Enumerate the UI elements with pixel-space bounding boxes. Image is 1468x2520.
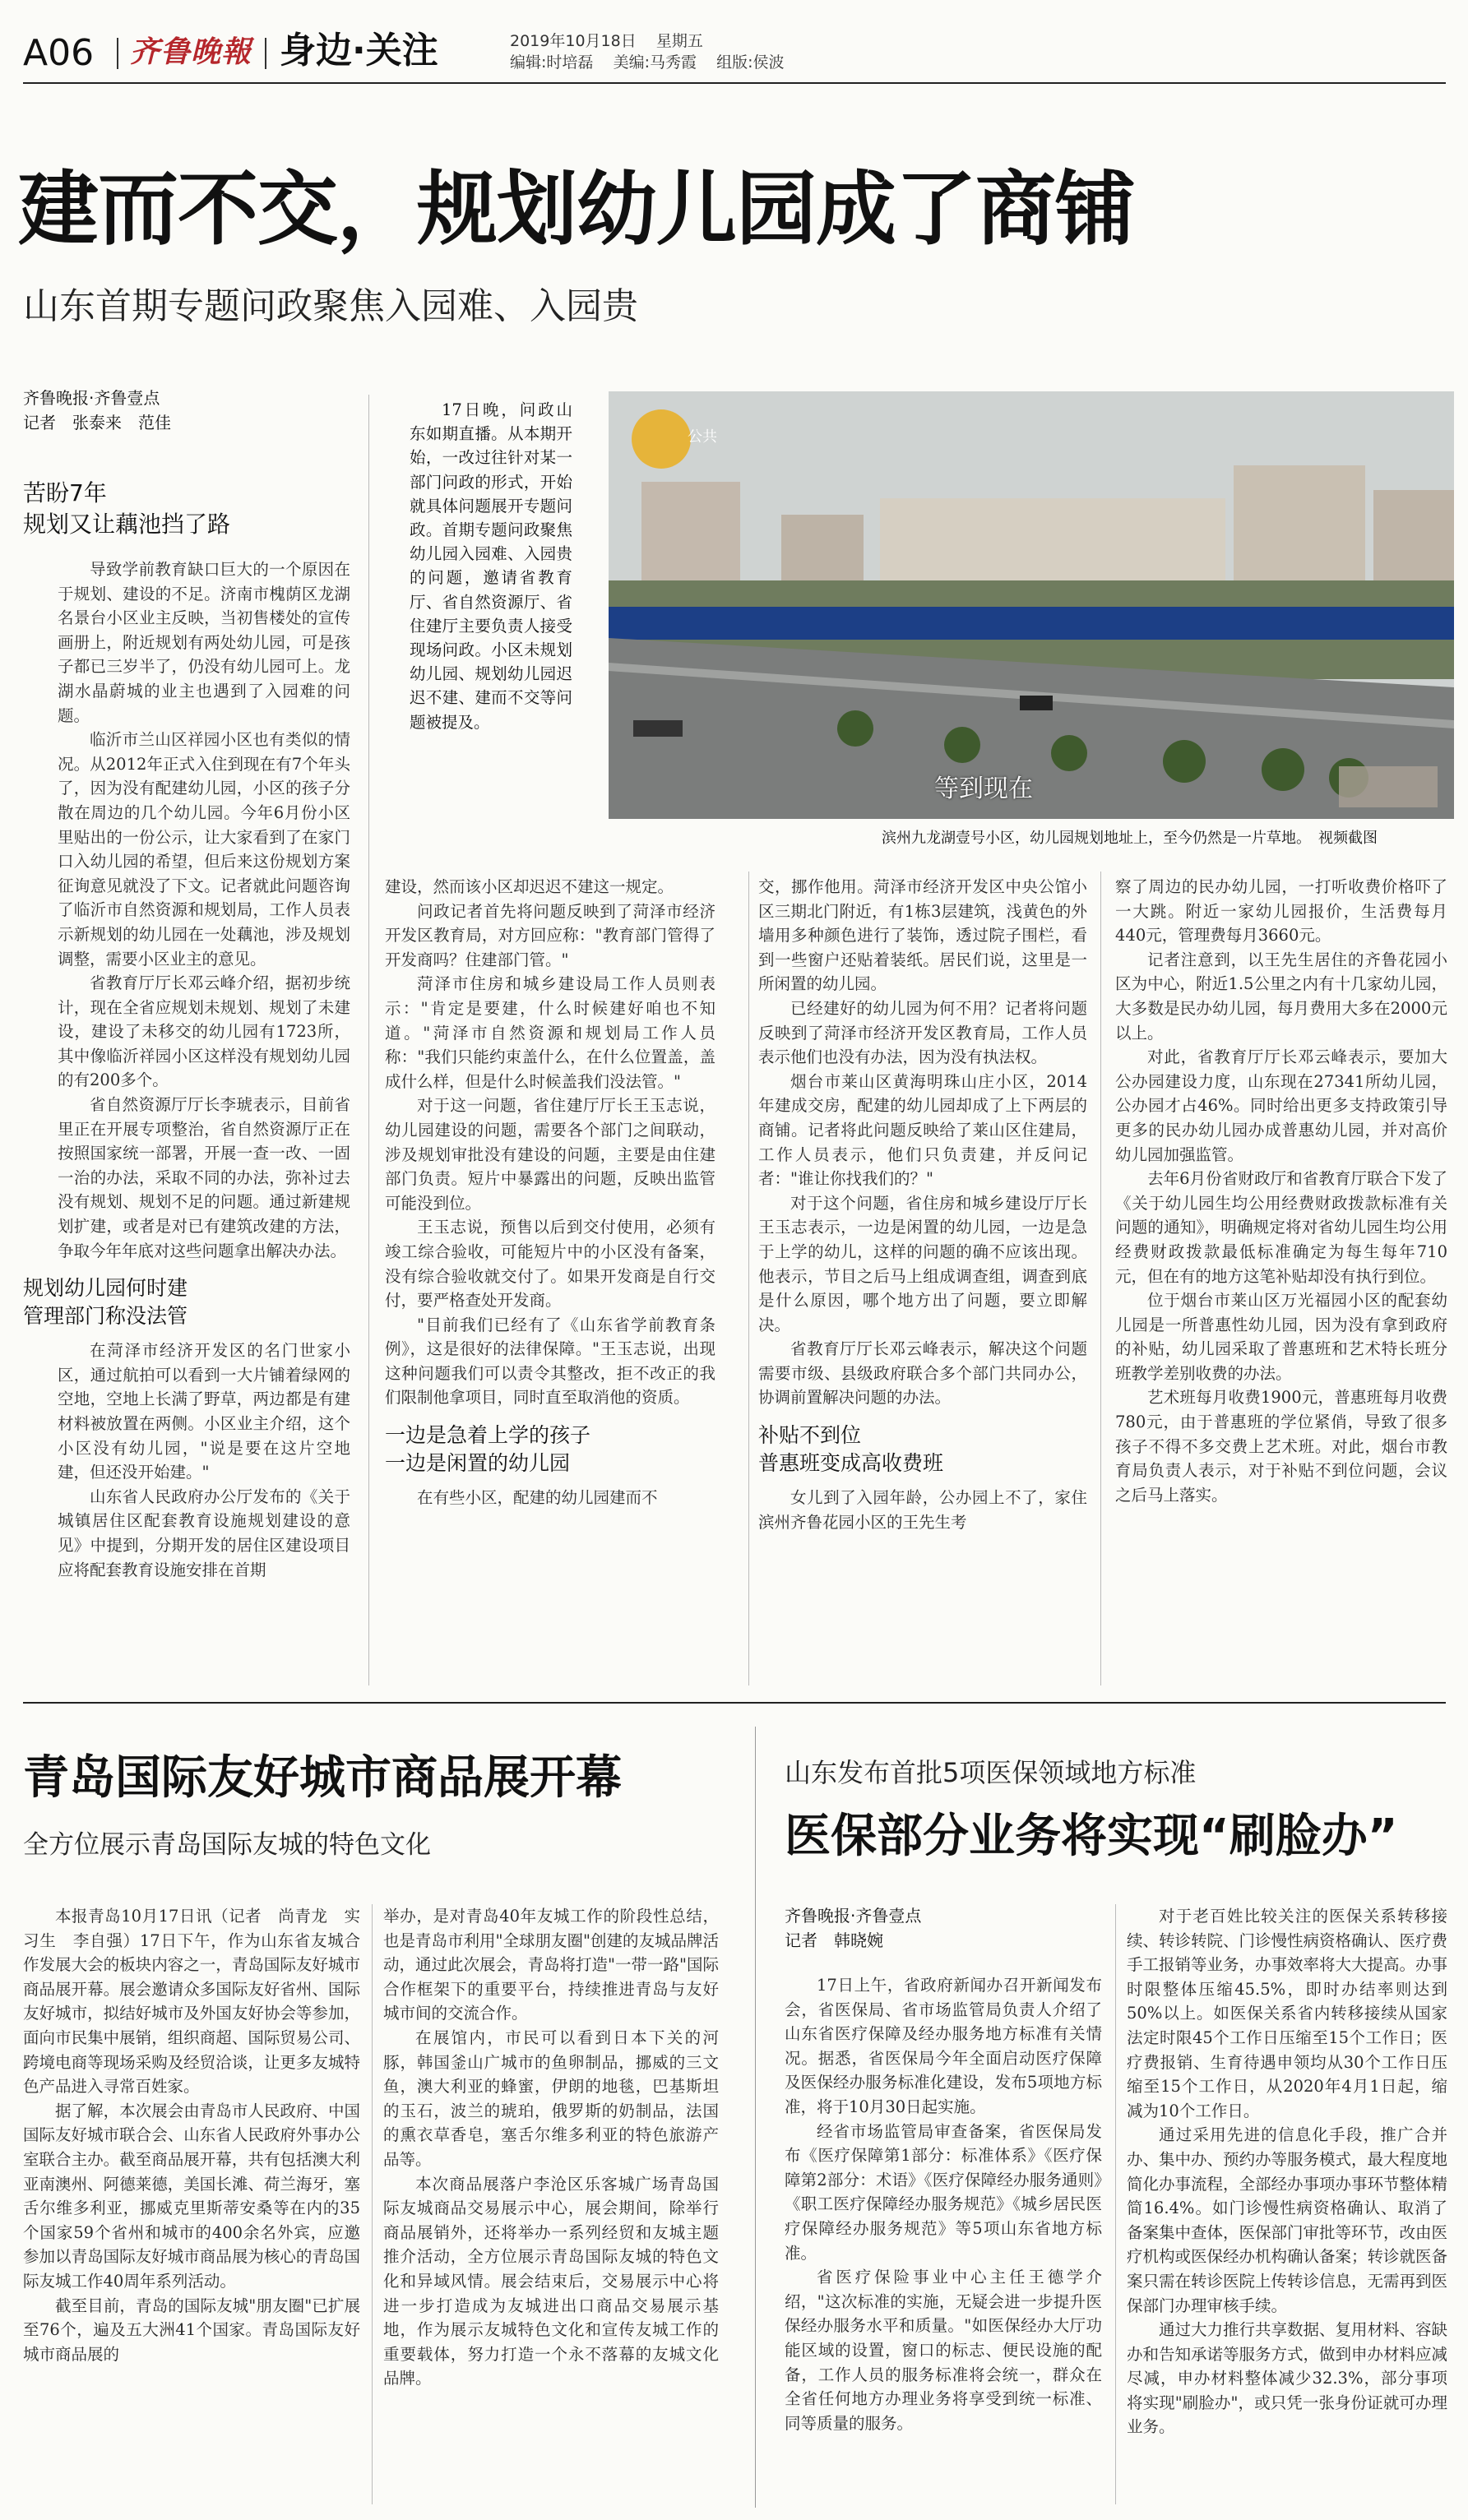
lead-column-4	[1115, 875, 1447, 1681]
paragraph: 省教育厅厅长邓云峰介绍，据初步统计，现在全省应规划未规划、规划了未建设，建设了未移交的幼儿园有1723所，其中像临沂祥园小区这样没有规划幼儿园的有200多个。	[58, 973, 350, 1090]
video-subtitle: 等到现在	[934, 774, 1033, 803]
paragraph: 对于老百姓比较关注的医保关系转移接续、转诊转院、门诊慢性病资格确认、医疗费手工报销等业务，办事效率将大大提高。办事时限整体压缩45.5%，即时办结率则达到50%以上。如医保关系省内转移接续从国家法定时限45个工作日压缩至15个工作日；医疗费报销、生育待遇申领均从30个工作日压缩至15个工作日，从2020年4月1日起，缩减为10个工作日。	[1127, 1907, 1448, 2120]
masthead-rule	[23, 82, 1446, 84]
section-title-3b: 一边是闲置的幼儿园	[385, 1451, 571, 1476]
paragraph: 本报青岛10月17日讯（记者 尚青龙 实习生 李自强）17日下午，作为山东省友城合作发展大会的板块内容之一，青岛国际友好城市商品展开幕。展会邀请众多国际友好省州、国际友好城市，拟结好城市及外国友好协会等参加，面向市民集中展销，组织商超、国际贸易公司、跨境电商等现场采购及经贸洽谈，让更多友城特色产品进入寻常百姓家。	[23, 1907, 360, 2097]
paragraph: 在展馆内，市民可以看到日本下关的河豚，韩国釜山广城市的鱼卵制品，挪威的三文鱼，澳大利亚的蜂蜜，伊朗的地毯，巴基斯坦的玉石，波兰的琥珀，俄罗斯的奶制品，法国的熏衣草香皂，塞舌尔维多利亚的特色旅游产品等。	[383, 2028, 719, 2169]
lead-column-1	[23, 557, 350, 1667]
editor-credit: 编辑:时培磊	[510, 53, 594, 72]
expo-headline: 青岛国际友好城市商品展开幕	[23, 1751, 622, 1805]
medical-column-2	[1127, 1904, 1447, 2508]
paragraph: 艺术班每月收费1900元，普惠班每月收费780元，由于普惠班的学位紧俏，导致了很多孩子不得不多交费上艺术班。对此，烟台市教育局负责人表示，对于补贴不到位问题，会议之后马上落实。	[1115, 1388, 1447, 1505]
paragraph: 经省市场监管局审查备案，省医保局发布《医疗保障第1部分：标准体系》《医疗保障第2部分：术语》《医疗保障经办服务通则》《职工医疗保障经办服务规范》《城乡居民医疗保障经办服务规范》等5项山东省地方标准。	[785, 2121, 1102, 2263]
paragraph: 山东省人民政府办公厅发布的《关于城镇居住区配套教育设施规划建设的意见》中提到，分期开发的居住区建设项目应将配套教育设施安排在首期	[58, 1487, 350, 1579]
section-title-3a: 一边是急着上学的孩子	[385, 1423, 591, 1448]
section-title-4b: 普惠班变成高收费班	[758, 1451, 944, 1476]
expo-column-1	[23, 1904, 360, 2508]
masthead-divider-1	[117, 38, 118, 69]
lead-headline: 建而不交，规划幼儿园成了商铺	[18, 163, 1136, 257]
paragraph: 通过采用先进的信息化手段，推广合并办、集中办、预约办等服务模式，最大程度地简化办事流程，全部经办事项办事环节整体精简16.4%。如门诊慢性病资格确认、取消了备案集中查体，医保部门审批等环节，改由医疗机构或医保经办机构确认备案；转诊就医备案只需在转诊医院上传转诊信息，无需再到医保部门办理审核手续。	[1127, 2125, 1448, 2315]
paragraph: 问政记者首先将问题反映到了菏泽市经济开发区教育局，对方回应称："教育部门管得了开发商吗？住建部门管。"	[385, 901, 715, 969]
paragraph: 交，挪作他用。菏泽市经济开发区中央公馆小区三期北门附近，有1栋3层建筑，浅黄色的外墙用多种颜色进行了装饰，透过院子围栏，看到一些窗户还贴着装纸。居民们说，这里是一所闲置的幼儿园。	[758, 877, 1087, 994]
photo-blur-patch	[1339, 766, 1438, 807]
section-title-4a: 补贴不到位	[758, 1423, 862, 1448]
paragraph: "目前我们已经有了《山东省学前教育条例》，这是很好的法律保障。"王玉志说，出现这种问题我们可以责令其整改，拒不改正的我们限制他拿项目，同时直至取消他的资质。	[385, 1315, 715, 1408]
weekday-text: 星期五	[655, 32, 703, 50]
section-title-2b: 管理部门称没法管	[23, 1304, 188, 1329]
lead-column-2	[385, 875, 715, 1681]
date-text: 2019年10月18日	[510, 32, 637, 50]
paragraph: 临沂市兰山区祥园小区也有类似的情况。从2012年正式入住到现在有7个年头了，因为没有配建幼儿园，小区的孩子分散在周边的几个幼儿园。今年6月份小区里贴出的一份公示，让大家看到了在家门口入幼儿园的希望，但后来这份规划方案征询意见就没了下文。记者就此问题咨询了临沂市自然资源和规划局，工作人员表示新规划的幼儿园在一处藕池，涉及规划调整，需要小区业主的意见。	[58, 730, 350, 969]
medical-headline: 医保部分业务将实现“刷脸办”	[785, 1810, 1398, 1863]
paragraph: 女儿到了入园年龄，公办园上不了，家住滨州齐鲁花园小区的王先生考	[758, 1488, 1087, 1532]
paper-logo: 齐鲁晚報	[130, 35, 252, 69]
expo-column-2	[383, 1904, 719, 2508]
paragraph: 省自然资源厅厅长李琥表示，目前省里正在开展专项整治，省自然资源厅正在按照国家统一部署，开展一查一改、一固一治的办法，采取不同的办法，弥补过去没有规划、规划不足的问题。通过新建规划扩建，或者是对已有建筑改建的方法，争取今年年底对这些问题拿出解决办法。	[58, 1095, 350, 1260]
paragraph: 在有些小区，配建的幼儿园建而不	[417, 1488, 658, 1508]
paragraph: 察了周边的民办幼儿园，一打听收费价格吓了一大跳。附近一家幼儿园报价，生活费每月440元，管理费每月3660元。	[1115, 877, 1447, 946]
medical-column-1	[785, 1973, 1102, 2508]
lead-photo-scene	[609, 391, 1454, 819]
art-editor-credit: 美编:马秀霞	[613, 53, 697, 72]
section-title-2a: 规划幼儿园何时建	[23, 1276, 188, 1301]
paragraph: 据了解，本次展会由青岛市人民政府、中国国际友好城市联合会、山东省人民政府外事办公室联合主办。截至商品展开幕，共有包括澳大利亚南澳州、阿德莱德，美国长滩、荷兰海牙，塞舌尔维多利亚，挪威克里斯蒂安桑等在内的35个国家59个省州和城市的400余名外宾，应邀参加以青岛国际友好城市商品展为核心的青岛国际友城工作40周年系列活动。	[23, 2101, 360, 2291]
paragraph: 举办，是对青岛40年友城工作的阶段性总结，也是青岛市利用"全球朋友圈"创建的友城品牌活动，通过此次展会，青岛将打造"一带一路"国际合作框架下的重要平台，持续推进青岛与友好城市间的交流合作。	[383, 1907, 719, 2023]
paragraph: 省医疗保险事业中心主任王德学介绍，"这次标准的实施，无疑会进一步提升医保经办服务水平和质量。"如医保经办大厅功能区域的设置，窗口的标志、便民设施的配备，工作人员的服务标准将会统一，群众在全省任何地方办理业务将享受到统一标准、同等质量的服务。	[785, 2268, 1102, 2433]
paragraph: 去年6月份省财政厅和省教育厅联合下发了《关于幼儿园生均公用经费财政拨款标准有关问题的通知》，明确规定将对省幼儿园生均公用经费财政拨款最低标准确定为每生每年710元，但在有的地方这笔补贴却没有执行到位。	[1115, 1169, 1447, 1286]
lead-subheadline: 山东首期专题问政聚焦入园难、入园贵	[23, 285, 638, 327]
page-number: A06	[23, 32, 95, 74]
paragraph: 17日上午，省政府新闻办召开新闻发布会，省医保局、省市场监管局负责人介绍了山东省医疗保障及经办服务地方标准有关情况。据悉，省医保局今年全面启动医疗保障及医保经办服务标准化建设，发布5项地方标准，将于10月30日起实施。	[785, 1976, 1102, 2116]
paragraph: 通过大力推行共享数据、复用材料、容缺办和告知承诺等服务方式，做到申办材料应减尽减，申办材料整体减少32.3%，部分事项将实现"刷脸办"，或只凭一张身份证就可办理业务。	[1127, 2320, 1448, 2437]
paragraph: 对于这个问题，省住房和城乡建设厅厅长王玉志表示，一边是闲置的幼儿园，一边是急于上学的幼儿，这样的问题的确不应该出现。他表示，节目之后马上组成调查组，调查到底是什么原因，哪个地方出了问题，要立即解决。	[758, 1193, 1087, 1334]
section-title: 身边·关注	[280, 30, 438, 72]
column-divider	[1100, 872, 1101, 1685]
paragraph: 已经建好的幼儿园为何不用？记者将问题反映到了菏泽市经济开发区教育局，工作人员表示他们也没有办法，因为没有执法权。	[758, 998, 1087, 1067]
lead-source: 齐鲁晚报·齐鲁壹点	[23, 388, 160, 408]
column-divider	[1115, 1904, 1116, 2504]
lead-reporters: 记者 张泰来 范佳	[23, 413, 171, 432]
lead-column-3	[758, 875, 1087, 1681]
lead-intro: 17日晚，问政山东如期直播。从本期开始，一改过往针对某一部门问政的形式，开始就具体问题展开专题问政。首期专题问政聚焦幼儿园入园难、入园贵的问题，邀请省教育厅、省自然资源厅、省住建厅主要负责人接受现场问政。小区未规划幼儿园、规划幼儿园迟迟不建、建而不交等问题被提及。	[410, 400, 572, 732]
lead-bottom-rule	[23, 1702, 1446, 1704]
broadcast-logo: 公共	[688, 428, 717, 446]
paragraph: 截至目前，青岛的国际友城"朋友圈"已扩展至76个，遍及五大洲41个国家。青岛国际友好城市商品展的	[23, 2296, 360, 2364]
paragraph: 位于烟台市莱山区万光福园小区的配套幼儿园是一所普惠性幼儿园，因为没有拿到政府的补贴，幼儿园采取了普惠班和艺术特长班分班教学差别收费的办法。	[1115, 1291, 1447, 1383]
medical-kicker: 山东发布首批5项医保领域地方标准	[785, 1757, 1197, 1788]
paragraph: 王玉志说，预售以后到交付使用，必须有竣工综合验收，可能短片中的小区没有备案，没有综合验收就交付了。如果开发商是自行交付，要严格查处开发商。	[385, 1218, 715, 1311]
paragraph: 建设，然而该小区却迟迟不建这一规定。	[385, 877, 674, 896]
photo-caption: 滨州九龙湖壹号小区，幼儿园规划地址上，至今仍然是一片草地。 视频截图	[882, 830, 1378, 847]
staff-credits	[510, 53, 785, 72]
column-divider	[372, 1904, 373, 2504]
paragraph: 本次商品展落户李沧区乐客城广场青岛国际友城商品交易展示中心，展会期间，除举行商品展销外，还将举办一系列经贸和友城主题推介活动，全方位展示青岛国际友城的特色文化和异域风情。展会结束后，交易展示中心将进一步打造成为友城进出口商品交易展示基地，作为展示友城特色文化和宣传友城工作的重要载体，努力打造一个永不落幕的友城文化品牌。	[383, 2174, 719, 2388]
medical-source: 齐鲁晚报·齐鲁壹点	[785, 1906, 922, 1926]
section-title-1a: 苦盼7年	[23, 479, 107, 506]
medical-reporter: 记者 韩晓婉	[785, 1930, 883, 1950]
paragraph: 导致学前教育缺口巨大的一个原因在于规划、建设的不足。济南市槐荫区龙湖名景台小区业主反映，当初售楼处的宣传画册上，附近规划有两处幼儿园，可是孩子都已三岁半了，仍没有幼儿园可上。龙湖水晶蔚城的业主也遇到了入园难的问题。	[58, 560, 350, 725]
lead-photo	[609, 391, 1454, 819]
column-divider	[368, 395, 369, 1685]
column-divider	[748, 872, 749, 1685]
proof-credit: 组版:侯波	[716, 53, 785, 72]
paragraph: 对于这一问题，省住建厅厅长王玉志说，幼儿园建设的问题，需要各个部门之间联动，涉及规划审批没有建设的问题，主要是由住建部门负责。短片中暴露出的问题，反映出监管可能没到位。	[385, 1096, 715, 1213]
section-title-1b: 规划又让藕池挡了路	[23, 511, 231, 538]
masthead-divider-2	[265, 38, 266, 69]
issue-date	[510, 31, 703, 51]
paragraph: 对此，省教育厅厅长邓云峰表示，要加大公办园建设力度，山东现在27341所幼儿园，公办园才占46%。同时给出更多支持政策引导更多的民办幼儿园办成普惠幼儿园，并对高价幼儿园加强监管。	[1115, 1047, 1447, 1164]
paragraph: 记者注意到，以王先生居住的齐鲁花园小区为中心，附近1.5公里之内有十几家幼儿园，大多数是民办幼儿园，每月费用大多在2000元以上。	[1115, 950, 1447, 1043]
paragraph: 省教育厅厅长邓云峰表示，解决这个问题需要市级、县级政府联合多个部门共同办公，协调前置解决问题的办法。	[758, 1339, 1087, 1408]
story-divider	[755, 1727, 756, 2508]
paragraph: 在菏泽市经济开发区的名门世家小区，通过航拍可以看到一大片铺着绿网的空地，空地上长满了野草，两边都是有建材料被放置在两侧。小区业主介绍，这个小区没有幼儿园，"说是要在这片空地建，但还没开始建。"	[58, 1341, 350, 1482]
paragraph: 菏泽市住房和城乡建设局工作人员则表示："肯定是要建，什么时候建好咱也不知道。"菏泽市自然资源和规划局工作人员称："我们只能约束盖什么，在什么位置盖，盖成什么样，但是什么时候盖我们没法管。"	[385, 974, 715, 1091]
expo-subheadline: 全方位展示青岛国际友城的特色文化	[23, 1830, 431, 1860]
paragraph: 烟台市莱山区黄海明珠山庄小区，2014年建成交房，配建的幼儿园却成了上下两层的商铺。记者将此问题反映给了莱山区住建局，工作人员表示，他们只负责建，并反问记者："谁让你找我们的？"	[758, 1071, 1087, 1189]
